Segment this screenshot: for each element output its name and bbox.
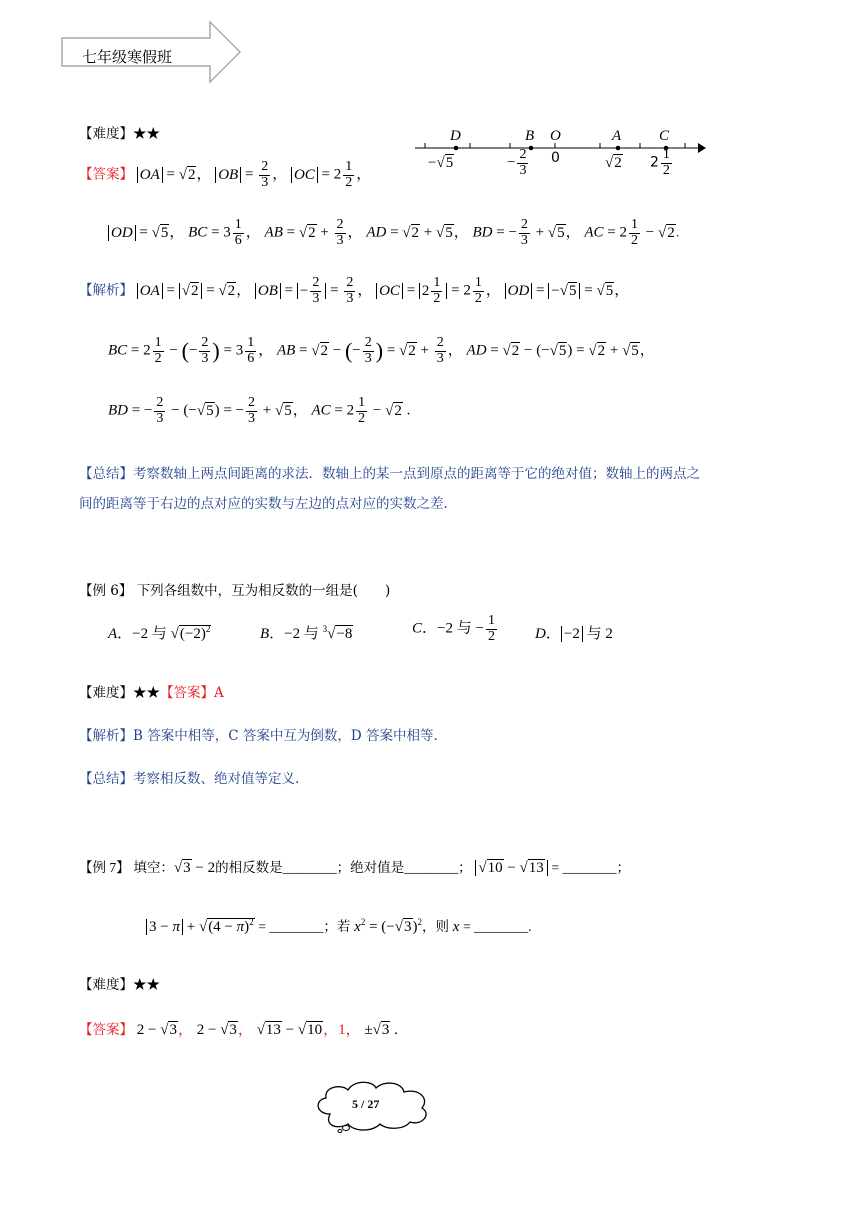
option-a: A．−2 与 $√(-2)^2$	[108, 624, 211, 642]
example-6-difficulty	[79, 681, 224, 701]
option-c: C．−2 与 − $\frac{1}{2}$	[412, 613, 495, 644]
option-d: D． −2 与 2	[535, 626, 613, 642]
option-b: B．−2 与 $^3$√−8	[260, 624, 353, 642]
nl-point-a: A	[612, 128, 622, 144]
summary-tag-6: 【总结】	[79, 771, 133, 787]
nl-label-c: 2 $\frac{1}{2}$	[650, 147, 670, 178]
example-7-answer: 【答案】 2 − √3， 2 − √3， √13 − √10，1， ±√3 .	[79, 1022, 398, 1038]
summary-line-2: 间的距离等于右边的点对应的实数与左边的点对应的实数之差.	[79, 496, 448, 512]
nl-label-b: − $\frac{2}{3}$	[507, 147, 527, 178]
nl-point-b: B	[525, 128, 535, 144]
example-7-t3: = ________；若	[258, 919, 351, 934]
answer-tag-1: 【答案】	[79, 166, 133, 182]
summary-6: 考察相反数、绝对值等定义.	[133, 771, 300, 787]
page-number: 5 / 27	[352, 1097, 380, 1111]
example-6-label: 【例 6】	[79, 583, 133, 599]
example-6-summary	[79, 767, 299, 787]
answer-line-2: OD = √5， BC = 3 $\frac{1}{6}$ ， AB = √2 + $\frac{2}{3}$ ， AD = √2 + √5， BD = − $\frac{2}{3}$ + √5， AC = 2 $\frac{1}{2}$ − √2.	[108, 218, 679, 248]
example-7-t1: 的相反数是________；绝对值是________；	[215, 860, 472, 875]
nl-label-d: −√5	[428, 155, 454, 171]
example-6-text: 下列各组数中，互为相反数的一组是( )	[136, 583, 391, 599]
difficulty-6: 【难度】★★	[79, 685, 160, 701]
answer-tag-6: 【答案】	[160, 685, 214, 701]
analysis-line-1: 【解析】 OA = √2 = √2， OB = − $\frac{2}{3}$ = $\frac{2}{3}$ ， OC = 2 $\frac{1}{2}$ = 2 $\frac{1}{2}$ ， OD = −√5 = √5，	[79, 275, 630, 306]
example-7-difficulty: 【难度】★★	[79, 977, 160, 993]
nl-label-a: √2	[605, 155, 622, 171]
analysis-tag-1: 【解析】	[79, 282, 133, 298]
answer-6: A	[214, 685, 224, 701]
nl-point-d: D	[450, 128, 461, 144]
example-7-line-1: 【例 7】 填空：√3 − 2的相反数是________；绝对值是________； √10 − √13 = ________；	[79, 860, 631, 876]
analysis-tag-6: 【解析】	[79, 728, 133, 744]
header-title: 七年级寒假班	[82, 48, 173, 66]
answer-7-one: 1	[338, 1022, 346, 1038]
summary-line-1	[79, 462, 700, 482]
answer-line-1: 【答案】 OA = √2， OB = $\frac{2}{3}$ ， OC = 2 $\frac{1}{2}$ ，	[79, 159, 372, 190]
summary-tag-1: 【总结】	[79, 466, 133, 482]
analysis-line-3: BD = − $\frac{2}{3}$ − (−√5) = − $\frac{2}{3}$ + √5， AC = 2 $\frac{1}{2}$ − √2 .	[108, 395, 411, 426]
analysis-6: B 答案中相等，C 答案中互为倒数，D 答案中相等.	[133, 728, 438, 744]
nl-point-c: C	[659, 128, 670, 144]
analysis-line-2: BC = 2 $\frac{1}{2}$ − (− $\frac{2}{3}$ ) = 3 $\frac{1}{6}$ ， AB = √2 − (− $\frac{2}{3}$ ) = √2 + $\frac{2}{3}$ ， AD = √2 − (−√5) = √2 + √5，	[108, 335, 655, 366]
example-6-question	[79, 579, 390, 599]
answer-tag-7: 【答案】	[79, 1022, 133, 1037]
example-7-t4: ，则	[422, 919, 449, 934]
example-7-t2: = ________；	[551, 860, 631, 875]
nl-point-o: O	[550, 128, 561, 144]
example-7-intro: 填空：	[133, 860, 174, 875]
example-7-label: 【例 7】	[79, 860, 130, 875]
summary-text-1: 考察数轴上两点间距离的求法．数轴上的某一点到原点的距离等于它的绝对值；数轴上的两点之	[133, 466, 700, 482]
example-7-t5: = ________.	[463, 919, 532, 934]
example-6-analysis	[79, 724, 438, 744]
example-7-line-2: $3 - \pi + √(4 - \pi)^2$ = ________；若 $x^2 = (-√3)^2$，则 x = ________.	[146, 915, 532, 936]
difficulty-1: 【难度】★★	[79, 126, 160, 142]
nl-label-o: 0	[551, 150, 560, 166]
